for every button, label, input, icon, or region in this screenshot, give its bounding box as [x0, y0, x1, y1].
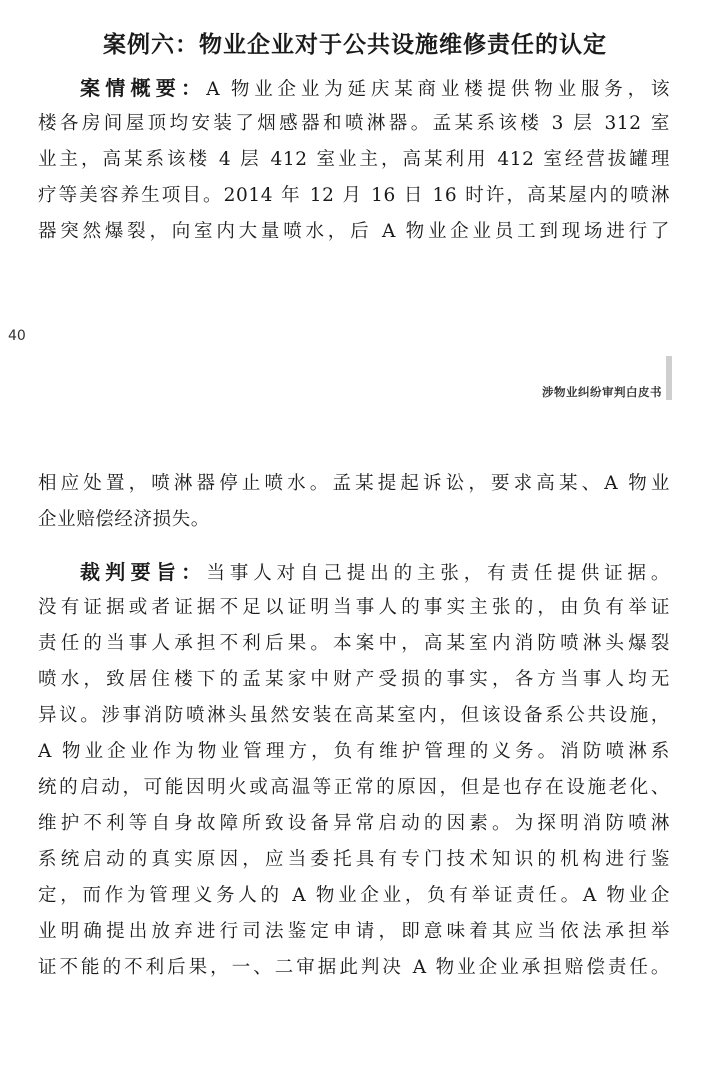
summary-line: 疗等美容养生项目。2014 年 12 月 16 日 16 时许，高某屋内的喷淋 [38, 185, 670, 206]
ruling-line: 喷水，致居住楼下的孟某家中财产受损的事实，各方当事人均无 [38, 669, 670, 690]
summary-text: A 物业企业为延庆某商业楼提供物业服务，该 [206, 79, 670, 100]
ruling-heading: 裁判要旨： [80, 560, 207, 584]
summary-line [38, 70, 670, 106]
ruling-line: 异议。涉事消防喷淋头虽然安装在高某室内，但该设备系公共设施， [38, 705, 670, 726]
header-bar [666, 356, 672, 400]
ruling-line: 业明确提出放弃进行司法鉴定申请，即意味着其应当依法承担举 [38, 921, 670, 942]
ruling-line: A 物业企业作为物业管理方，负有维护管理的义务。消防喷淋系 [38, 741, 670, 762]
continuation-line: 企业赔偿经济损失。 [38, 509, 210, 530]
summary-heading: 案情概要： [80, 76, 207, 100]
case-title: 案例六：物业企业对于公共设施维修责任的认定 [103, 32, 607, 58]
ruling-line [38, 554, 670, 590]
summary-continuation [38, 466, 670, 538]
summary-line: 器突然爆裂，向室内大量喷水，后 A 物业企业员工到现场进行了 [38, 221, 670, 242]
ruling-line: 统的启动，可能因明火或高温等正常的原因，但是也存在设施老化、 [38, 777, 670, 798]
ruling-section [38, 554, 670, 986]
summary-line: 楼各房间屋顶均安装了烟感器和喷淋器。孟某系该楼 3 层 312 室 [38, 113, 670, 134]
case-summary [38, 70, 670, 250]
summary-line: 业主，高某系该楼 4 层 412 室业主，高某利用 412 室经营拔罐理 [38, 149, 670, 170]
ruling-line: 维护不利等自身故障所致设备异常启动的因素。为探明消防喷淋 [38, 813, 670, 834]
ruling-text: 当事人对自己提出的主张，有责任提供证据。 [206, 563, 670, 584]
running-header: 涉物业纠纷审判白皮书 [542, 385, 662, 399]
continuation-line: 相应处置，喷淋器停止喷水。孟某提起诉讼，要求高某、A 物业 [38, 473, 670, 494]
ruling-line: 责任的当事人承担不利后果。本案中，高某室内消防喷淋头爆裂 [38, 633, 670, 654]
page-number: 40 [8, 328, 26, 344]
ruling-line: 定，而作为管理义务人的 A 物业企业，负有举证责任。A 物业企 [38, 885, 670, 906]
ruling-line: 没有证据或者证据不足以证明当事人的事实主张的，由负有举证 [38, 597, 670, 618]
ruling-line: 系统启动的真实原因，应当委托具有专门技术知识的机构进行鉴 [38, 849, 670, 870]
ruling-line: 证不能的不利后果，一、二审据此判决 A 物业企业承担赔偿责任。 [38, 957, 670, 978]
